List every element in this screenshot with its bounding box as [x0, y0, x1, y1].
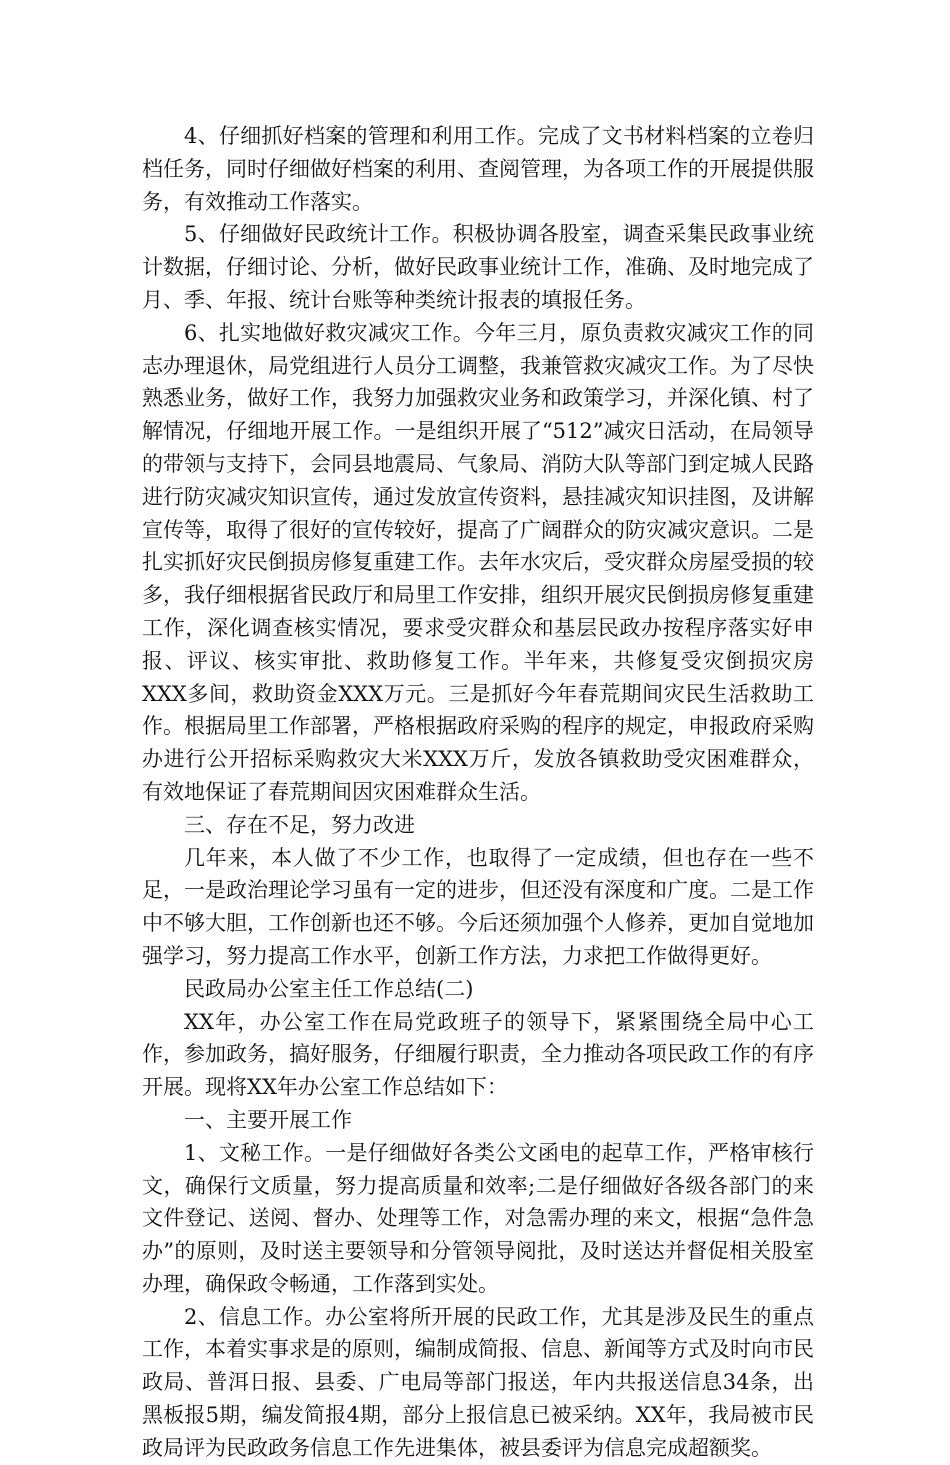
document-title-part-two: 民政局办公室主任工作总结(二)	[184, 976, 474, 1001]
paragraph-statistics-work: 5、仔细做好民政统计工作。积极协调各股室，调查采集民政事业统计数据，仔细讨论、分析，做好民政事业统计工作，准确、及时地完成了月、季、年报、统计台账等种类统计报表的填报任务。	[142, 222, 814, 312]
section-heading-shortcomings: 三、存在不足，努力改进	[184, 812, 415, 837]
section-heading-main-work: 一、主要开展工作	[184, 1107, 352, 1132]
paragraph-disaster-relief-work: 6、扎实地做好救灾减灾工作。今年三月，原负责救灾减灾工作的同志办理退休，局党组进行人员分工调整，我兼管救灾减灾工作。为了尽快熟悉业务，做好工作，我努力加强救灾业务和政策学习，并深化镇、村了解情况，仔细地开展工作。一是组织开展了“512”减灾日活动，在局领导的带领与支持下，会同县地震局、气象局、消防大队等部门到定城人民路进行防灾减灾知识宣传，通过发放宣传资料，悬挂减灾知识挂图，及讲解宣传等，取得了很好的宣传较好，提高了广阔群众的防灾减灾意识。二是扎实抓好灾民倒损房修复重建工作。去年水灾后，受灾群众房屋受损的较多，我仔细根据省民政厅和局里工作安排，组织开展灾民倒损房修复重建工作，深化调查核实情况，要求受灾群众和基层民政办按程序落实好申报、评议、核实审批、救助修复工作。半年来，共修复受灾倒损灾房XXX多间，救助资金XXX万元。三是抓好今年春荒期间灾民生活救助工作。根据局里工作部署，严格根据政府采购的程序的规定，申报政府采购办进行公开招标采购救灾大米XXX万斤，发放各镇救助受灾困难群众，有效地保证了春荒期间因灾困难群众生活。	[142, 320, 814, 804]
paragraph-information-work: 2、信息工作。办公室将所开展的民政工作，尤其是涉及民生的重点工作，本着实事求是的原则，编制成简报、信息、新闻等方式及时向市民政局、普洱日报、县委、广电局等部门报送，年内共报送信息34条，出黑板报5期，编发简报4期，部分上报信息已被采纳。XX年，我局被市民政局评为民政政务信息工作先进集体，被县委评为信息完成超额奖。	[142, 1304, 814, 1460]
paragraph-secretarial-work: 1、文秘工作。一是仔细做好各类公文函电的起草工作，严格审核行文，确保行文质量，努力提高质量和效率;二是仔细做好各级各部门的来文件登记、送阅、督办、处理等工作，对急需办理的来文，根据“急件急办”的原则，及时送主要领导和分管领导阅批，及时送达并督促相关股室办理，确保政令畅通，工作落到实处。	[142, 1140, 814, 1296]
paragraph-intro-part-two: XX年，办公室工作在局党政班子的领导下，紧紧围绕全局中心工作，参加政务，搞好服务，仔细履行职责，全力推动各项民政工作的有序开展。现将XX年办公室工作总结如下：	[142, 1009, 814, 1100]
paragraph-archive-work: 4、仔细抓好档案的管理和利用工作。完成了文书材料档案的立卷归档任务，同时仔细做好档案的利用、查阅管理，为各项工作的开展提供服务，有效推动工作落实。	[142, 124, 814, 214]
document-body	[142, 120, 814, 1465]
paragraph-shortcomings: 几年来，本人做了不少工作，也取得了一定成绩，但也存在一些不足，一是政治理论学习虽有一定的进步，但还没有深度和广度。二是工作中不够大胆，工作创新也还不够。今后还须加强个人修养，更加自觉地加强学习，努力提高工作水平，创新工作方法，力求把工作做得更好。	[142, 845, 814, 968]
